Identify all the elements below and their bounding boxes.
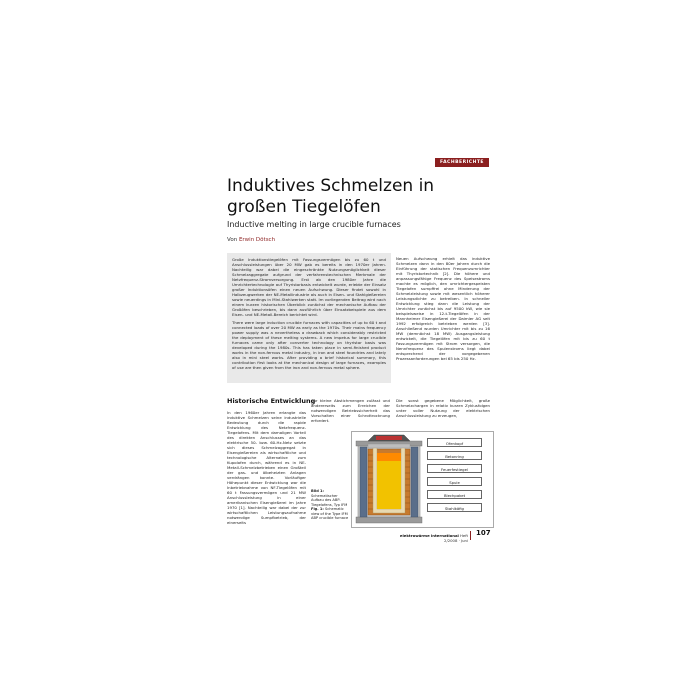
footer-divider	[470, 531, 471, 540]
journal-name: elektrowärme international	[399, 533, 459, 538]
caption-en: Schematic view of the Type IFM ABP crucible furnace	[311, 507, 349, 520]
caption-de-label: Bild 1:	[311, 489, 324, 493]
caption-en-label: Fig. 1:	[311, 507, 324, 511]
col3-text: Die sonst gegebene Möglichkeit, große Schmelzchargen in relativ kurzen Zyklusfolgen unter voller Nutzung der elektrischen Anschlussleistung zu erzeugen,	[396, 398, 490, 418]
author-line	[227, 237, 275, 243]
figure-caption	[311, 489, 351, 521]
body-column-3	[396, 398, 490, 418]
author-name: Erwin Dötsch	[238, 237, 276, 243]
author-prefix: Von	[227, 237, 238, 243]
right-intro-text: Neuen Aufschwung erhielt das induktive Schmelzen dann in den 80er Jahren durch die Einführung der statischen Frequenzumrichter mit Thyristortechnik [2]. Die höhere und anpassungsfähige Frequenz des Speisestroms machte es möglich, den umrichtergespeisten Tiegelofen sumpffrei ohne Minderung der Schmelzleistung sowie mit wesentlich höherer Leistungsdichte zu betreiben. In schneller Entwicklung stieg dann die Leistung der Umrichter zunächst bis auf 9500 kW, wie sie beispielsweise in 12-t-Tiegelöfen in der Mannheimer Eisengießerei der Daimler AG seit 1992 erfolgreich betrieben werden [3]. Anschließend wurden Umrichter mit bis zu 16 MW (demnächst 18 MW) Ausgangsleistung entwickelt, die Tiegelöfen mit bis zu 60 t Fassungsvermögen mit Strom versorgen, die Nennfrequenz des Spulenstroms liegt dabei entsprechend der vorgegebenen Prozessanforderungen bei 65 bis 250 Hz.	[396, 256, 490, 361]
label-betonring: Betonring	[427, 451, 482, 460]
col1-text: In den 1960er Jahren erlangte das induktive Schmelzen seine industrielle Bedeutung durch die rapide Entwicklung des Netzfrequenz-Tiegelofens. Mit dem damaligen Vorteil des direkten Anschlusses an das elektrische 50- bzw. 60-Hz-Netz setzte sich dieses Schmelzaggregat in Eisengießereien als wirtschaftliche und technologische Alternative zum Kupolofen durch, während es in NE-Metall-Schmelzbetrieben einen Großteil der gas- und ölbeheizten Anlagen verdrängen konnte. Vorläufiger Höhepunkt dieser Entwicklung war die Inbetriebnahme von NF-Tiegelöfen mit 60 t Fassungsvermögen und 21 MW Anschlussleistung in einer amerikanischen Eisengießerei im Jahre 1970 [1]. Nachteilig war dabei der zur wirtschaftlichen Leistungsaufnahme notwendige Sumpfbetrieb, der einerseits	[227, 410, 306, 525]
furnace-illustration	[354, 433, 426, 526]
page-number: 107	[476, 529, 491, 537]
body-column-2	[311, 398, 390, 423]
article-title: Induktives Schmelzen in großen Tiegelöfen	[227, 176, 435, 217]
label-feuerfestiegel: Feuerfestiegel	[427, 464, 482, 473]
label-ofenkopf: Ofenkopf	[427, 438, 482, 447]
section-badge: FACHBERICHTE	[435, 158, 489, 167]
article-subtitle: Inductive melting in large crucible furnaces	[227, 220, 401, 229]
label-blechpaket: Blechpaket	[427, 490, 482, 499]
label-spule: Spule	[427, 477, 482, 486]
col2-text: nur kleine Abstichmengen zulässt und andererseits zum Erreichen der notwendigen Betriebssicherheit das Vorschalten einer Schrottrocknung erfordert.	[311, 398, 390, 423]
label-stahlkaefig: Stahlkäfig	[427, 503, 482, 512]
right-column-intro	[396, 256, 490, 361]
body-column-1	[227, 410, 306, 525]
section-heading: Historische Entwicklung	[227, 397, 316, 405]
abstract-box	[227, 253, 391, 383]
abstract-english: There were large induction crucible furnaces with capacities of up to 60 t and connected loads of over 20 MW as early as the 1970s. Their mains frequency power supply was a nevertheless a drawback which considerably restricted the deployment of these melting systems. A new impetus for large crucible furnaces came only after converter technology on thyristor basis was developed during the 1980s. This has taken place in semi-finished product works in the non-ferrous metal industry, in iron and steel foundries and lately also in mini steel works. After providing a brief historical summary, this contribution first looks at the mechanical design of large furnaces, examples of use are then given from the iron and non-ferrous metal sphere.	[232, 320, 386, 370]
journal-issue: Heft 2/2008 · Juni	[444, 533, 468, 543]
abstract-german: Große Induktionstiegelöfen mit Fassungsvermögen bis zu 60 t und Anschlussleistungen über 20 MW gab es bereits in den 1970er Jahren. Nachteilig war dabei die eingeschränkte Nutzungsmöglichkeit dieser Schmelzaggregate aufgrund der verfahrenstechnischen Merkmale der Netzfrequenz-Stromversorgung. Erst ab den 1980er Jahre die Umrichtertechnologie auf Thyristorbasis entwickelt wurde, erlebte der Einsatz großer Induktionsöfen einen neuen Aufschwung. Dieser findet sowohl in Halbzeugwerken der NE-Metallindustrie als auch in Eisen- und Stahlgießereien sowie neuerdings in Mini-Stahlwerken statt. Im vorliegenden Beitrag wird nach einem kurzen historischen Überblick zunächst der mechanische Aufbau der Großöfen beschrieben, bis dann ausführlich über Einsatzbeispiele aus dem Eisen- und NE-Metall-Bereich berichtet wird.	[232, 257, 386, 317]
caption-de: Schematischer Aufbau des ABP-Tiegelofens, Typ IFM	[311, 493, 348, 507]
furnace-figure	[351, 431, 494, 528]
footer-journal	[396, 533, 468, 543]
